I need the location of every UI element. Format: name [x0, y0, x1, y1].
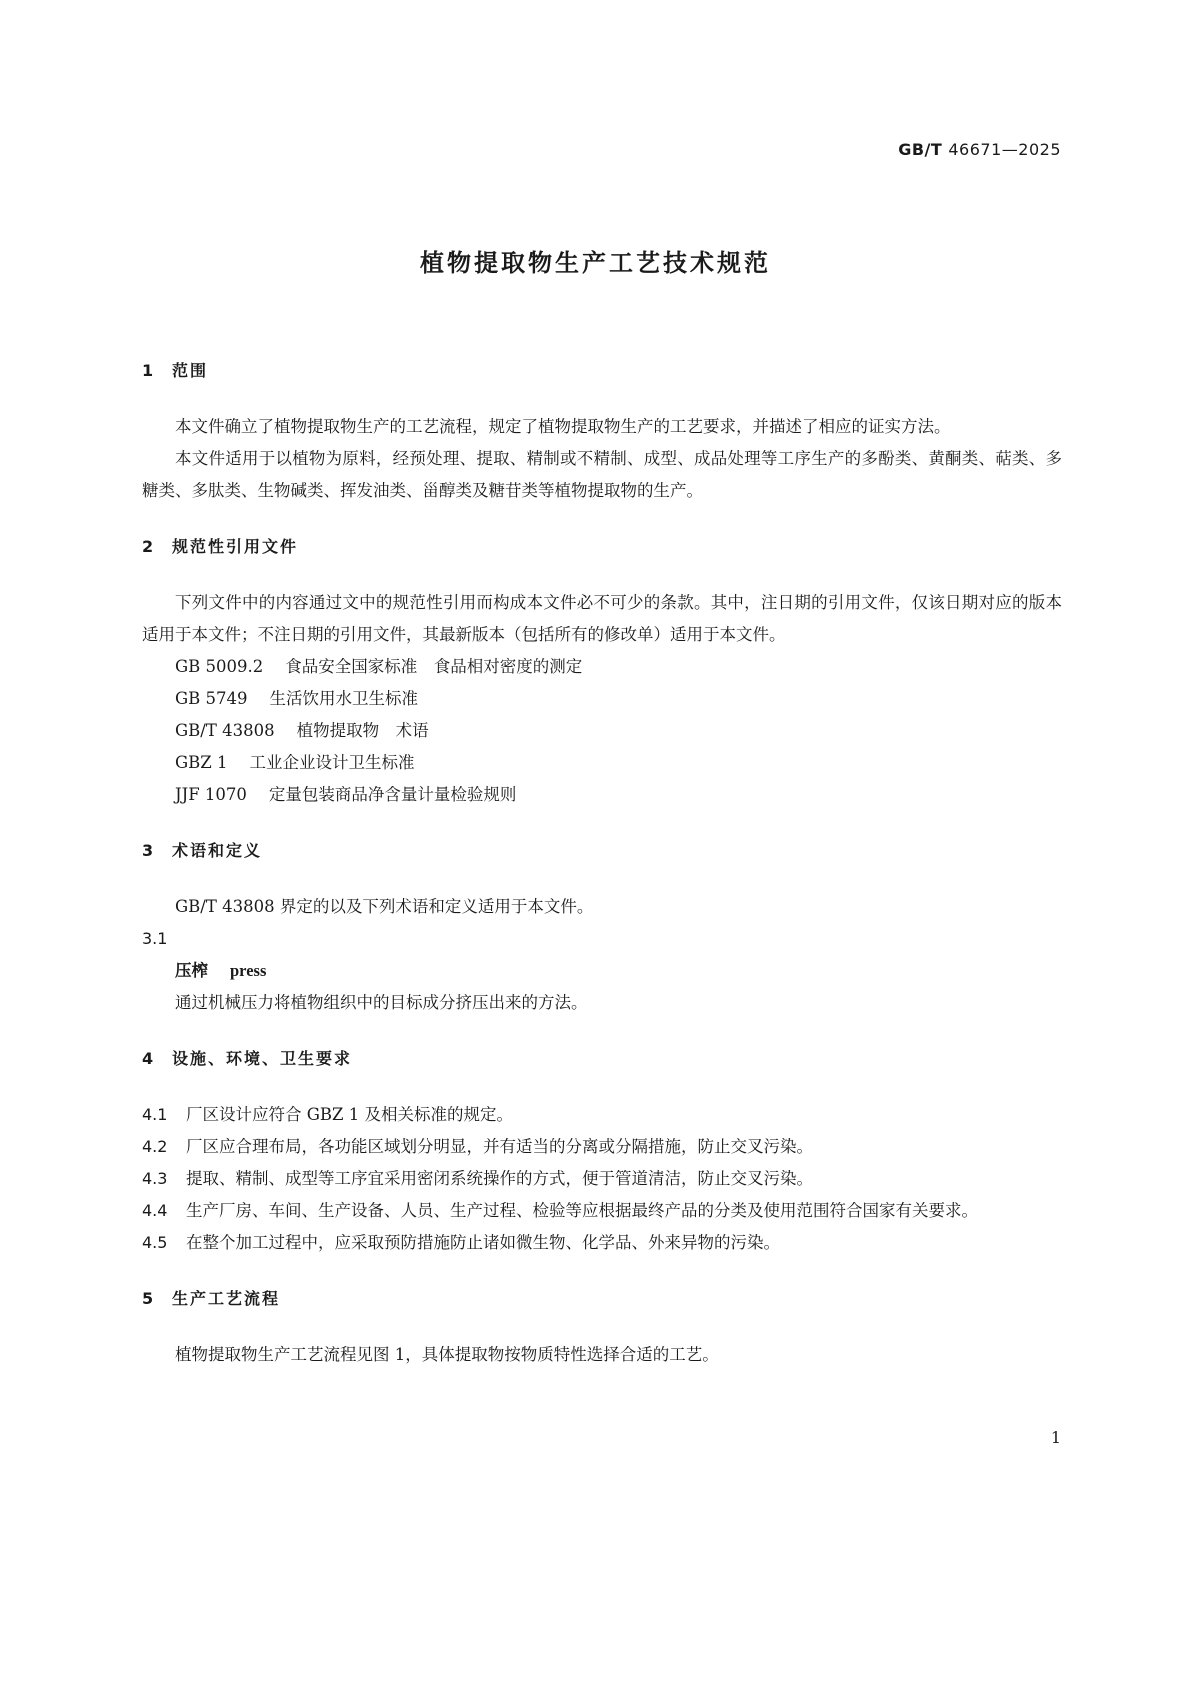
clause-number: 4.1 [142, 1105, 168, 1124]
clause [142, 1099, 1062, 1131]
clause-text: 在整个加工过程中，应采取预防措施防止诸如微生物、化学品、外来异物的污染。 [186, 1233, 780, 1252]
section-title: 范围 [172, 361, 209, 380]
reference-item [142, 747, 1062, 779]
section-heading-terms [142, 835, 1062, 867]
term-definition: 通过机械压力将植物组织中的目标成分挤压出来的方法。 [175, 993, 588, 1012]
section-number: 5 [142, 1289, 154, 1308]
clause-number: 4.3 [142, 1169, 168, 1188]
reference-code: GB 5009.2 [175, 657, 264, 676]
clause-text: 生产厂房、车间、生产设备、人员、生产过程、检验等应根据最终产品的分类及使用范围符合国家有关要求。 [186, 1201, 978, 1220]
clause [142, 1227, 1062, 1259]
reference-code: GB 5749 [175, 689, 248, 708]
term-number: 3.1 [142, 929, 168, 948]
section-number: 2 [142, 537, 154, 556]
reference-code: JJF 1070 [175, 785, 247, 804]
document-title: 植物提取物生产工艺技术规范 [420, 249, 771, 277]
section-number: 4 [142, 1049, 154, 1068]
section-heading-facilities [142, 1043, 1062, 1075]
page-number: 1 [1050, 1428, 1061, 1447]
clause [142, 1195, 1062, 1227]
reference-code: GBZ 1 [175, 753, 228, 772]
term-name-en: press [230, 961, 267, 980]
reference-item [142, 779, 1062, 811]
section-heading-normative-references [142, 531, 1062, 563]
paragraph: 本文件确立了植物提取物生产的工艺流程，规定了植物提取物生产的工艺要求，并描述了相应的证实方法。 [175, 417, 951, 436]
paragraph: GB/T 43808 界定的以及下列术语和定义适用于本文件。 [175, 897, 594, 916]
section-number: 3 [142, 841, 154, 860]
section-title: 规范性引用文件 [172, 537, 299, 556]
reference-name: 生活饮用水卫生标准 [269, 689, 419, 708]
reference-name: 定量包装商品净含量计量检验规则 [268, 785, 517, 804]
reference-name: 食品安全国家标准 食品相对密度的测定 [285, 657, 583, 676]
clause [142, 1163, 1062, 1195]
section-title: 生产工艺流程 [172, 1289, 281, 1308]
clause-text: 提取、精制、成型等工序宜采用密闭系统操作的方式，便于管道清洁，防止交叉污染。 [186, 1169, 813, 1188]
standard-number [898, 140, 1061, 159]
clause [142, 1131, 1062, 1163]
paragraph: 本文件适用于以植物为原料，经预处理、提取、精制或不精制、成型、成品处理等工序生产的多酚类、黄酮类、萜类、多糖类、多肽类、生物碱类、挥发油类、甾醇类及糖苷类等植物提取物的生产。 [142, 449, 1062, 500]
term-name [142, 955, 1062, 987]
standard-code: GB/T [898, 140, 943, 159]
clause-number: 4.4 [142, 1201, 168, 1220]
clause-text: 厂区应合理布局，各功能区域划分明显，并有适当的分离或分隔措施，防止交叉污染。 [186, 1137, 813, 1156]
clause-number: 4.2 [142, 1137, 168, 1156]
reference-item [142, 715, 1062, 747]
section-title: 术语和定义 [172, 841, 263, 860]
reference-name: 植物提取物 术语 [296, 721, 429, 740]
section-number: 1 [142, 361, 154, 380]
clause-number: 4.5 [142, 1233, 168, 1252]
paragraph: 植物提取物生产工艺流程见图 1，具体提取物按物质特性选择合适的工艺。 [175, 1345, 719, 1364]
section-heading-process-flow [142, 1283, 1062, 1315]
standard-year: 46671—2025 [948, 140, 1061, 159]
reference-item [142, 683, 1062, 715]
section-title: 设施、环境、卫生要求 [172, 1049, 353, 1068]
reference-name: 工业企业设计卫生标准 [249, 753, 415, 772]
section-heading-scope [142, 355, 1062, 387]
reference-code: GB/T 43808 [175, 721, 275, 740]
paragraph: 下列文件中的内容通过文中的规范性引用而构成本文件必不可少的条款。其中，注日期的引用文件，仅该日期对应的版本适用于本文件；不注日期的引用文件，其最新版本（包括所有的修改单）适用于本文件。 [142, 593, 1062, 644]
reference-item [142, 651, 1062, 683]
clause-text: 厂区设计应符合 GBZ 1 及相关标准的规定。 [186, 1105, 514, 1124]
term-name-zh: 压榨 [175, 961, 208, 980]
document-body [142, 355, 1062, 1371]
